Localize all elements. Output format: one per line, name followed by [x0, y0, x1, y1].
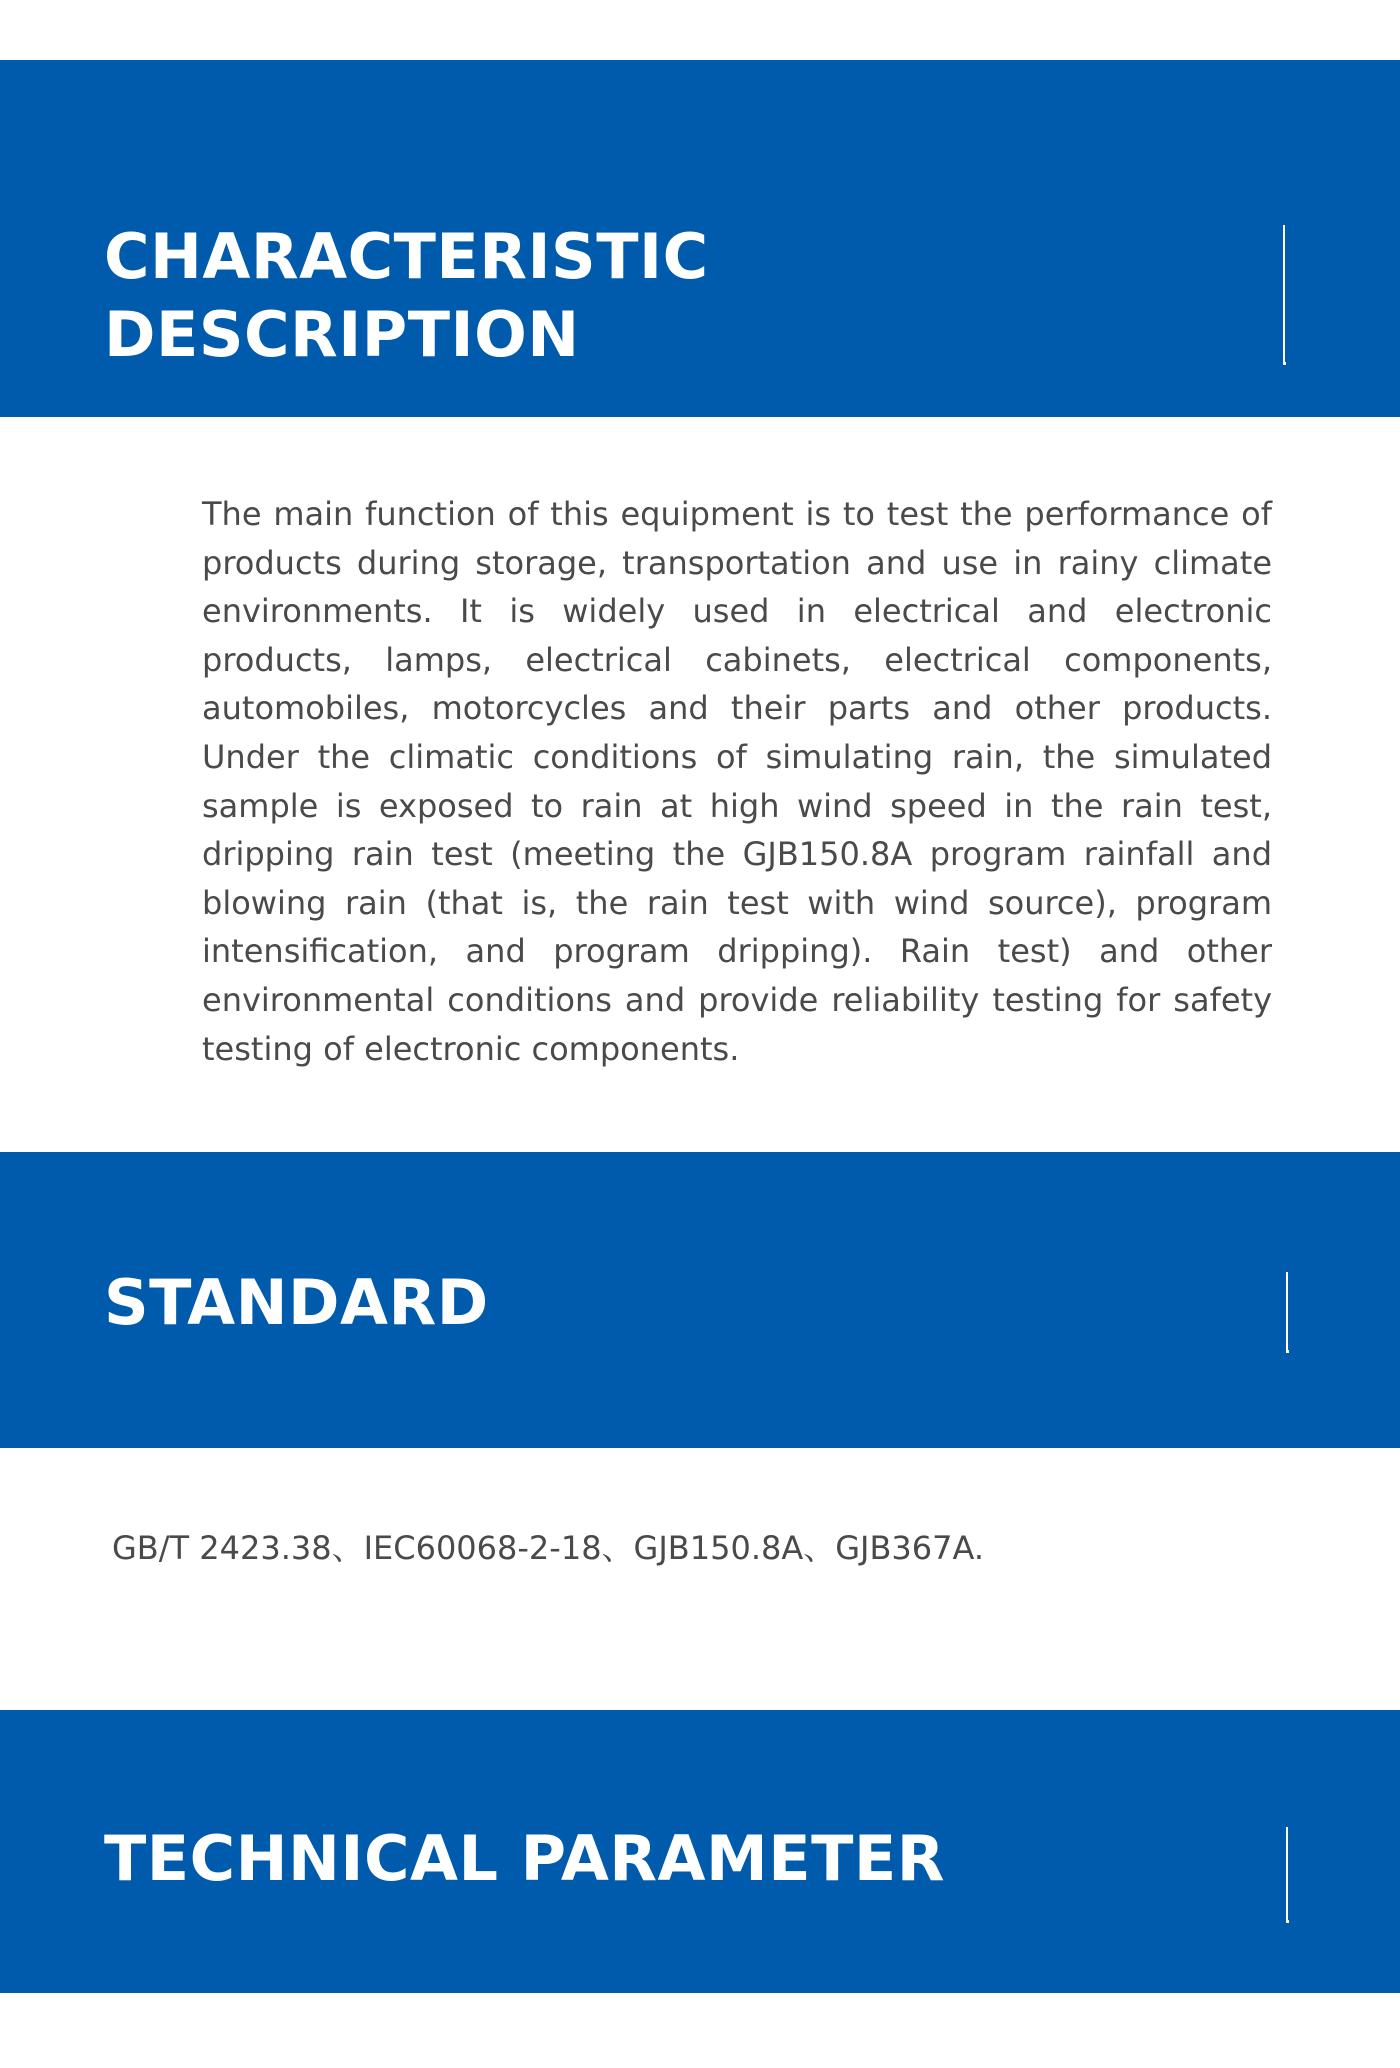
characteristic-description-heading: [104, 218, 709, 374]
standard-heading: STANDARD: [104, 1266, 489, 1339]
standard-banner: [0, 1152, 1400, 1448]
technical-parameter-heading: TECHNICAL PARAMETER: [104, 1822, 945, 1895]
banner-divider-dot: [1283, 362, 1286, 365]
characteristic-description-text: The main function of this equipment is to test the performance of products during storage, transportation and use in rainy climate environments. It is widely used in electrical and electronic products, lamps, electrical cabinets, electrical components, automobiles, motorcycles and their parts and other products. Under the climatic conditions of simulating rain, the simulated sample is exposed to rain at high wind speed in the rain test, dripping rain test (meeting the GJB150.8A program rainfall and blowing rain (that is, the rain test with wind source), program intensification, and program dripping). Rain test) and other environmental conditions and provide reliability testing for safety testing of electronic components.: [202, 495, 1272, 1068]
banner-divider-line: [1286, 1827, 1288, 1920]
banner-divider-line: [1283, 225, 1285, 363]
banner-divider-dot: [1286, 1350, 1289, 1353]
banner-divider-line: [1286, 1272, 1288, 1350]
standard-list-text: GB/T 2423.38、IEC60068-2-18、GJB150.8A、GJB367A.: [112, 1529, 985, 1567]
technical-parameter-banner: [0, 1710, 1400, 1993]
heading-line-2: DESCRIPTION: [104, 298, 580, 371]
banner-divider-dot: [1286, 1920, 1289, 1923]
heading-line-1: CHARACTERISTIC: [104, 220, 709, 293]
characteristic-description-banner: [0, 60, 1400, 417]
